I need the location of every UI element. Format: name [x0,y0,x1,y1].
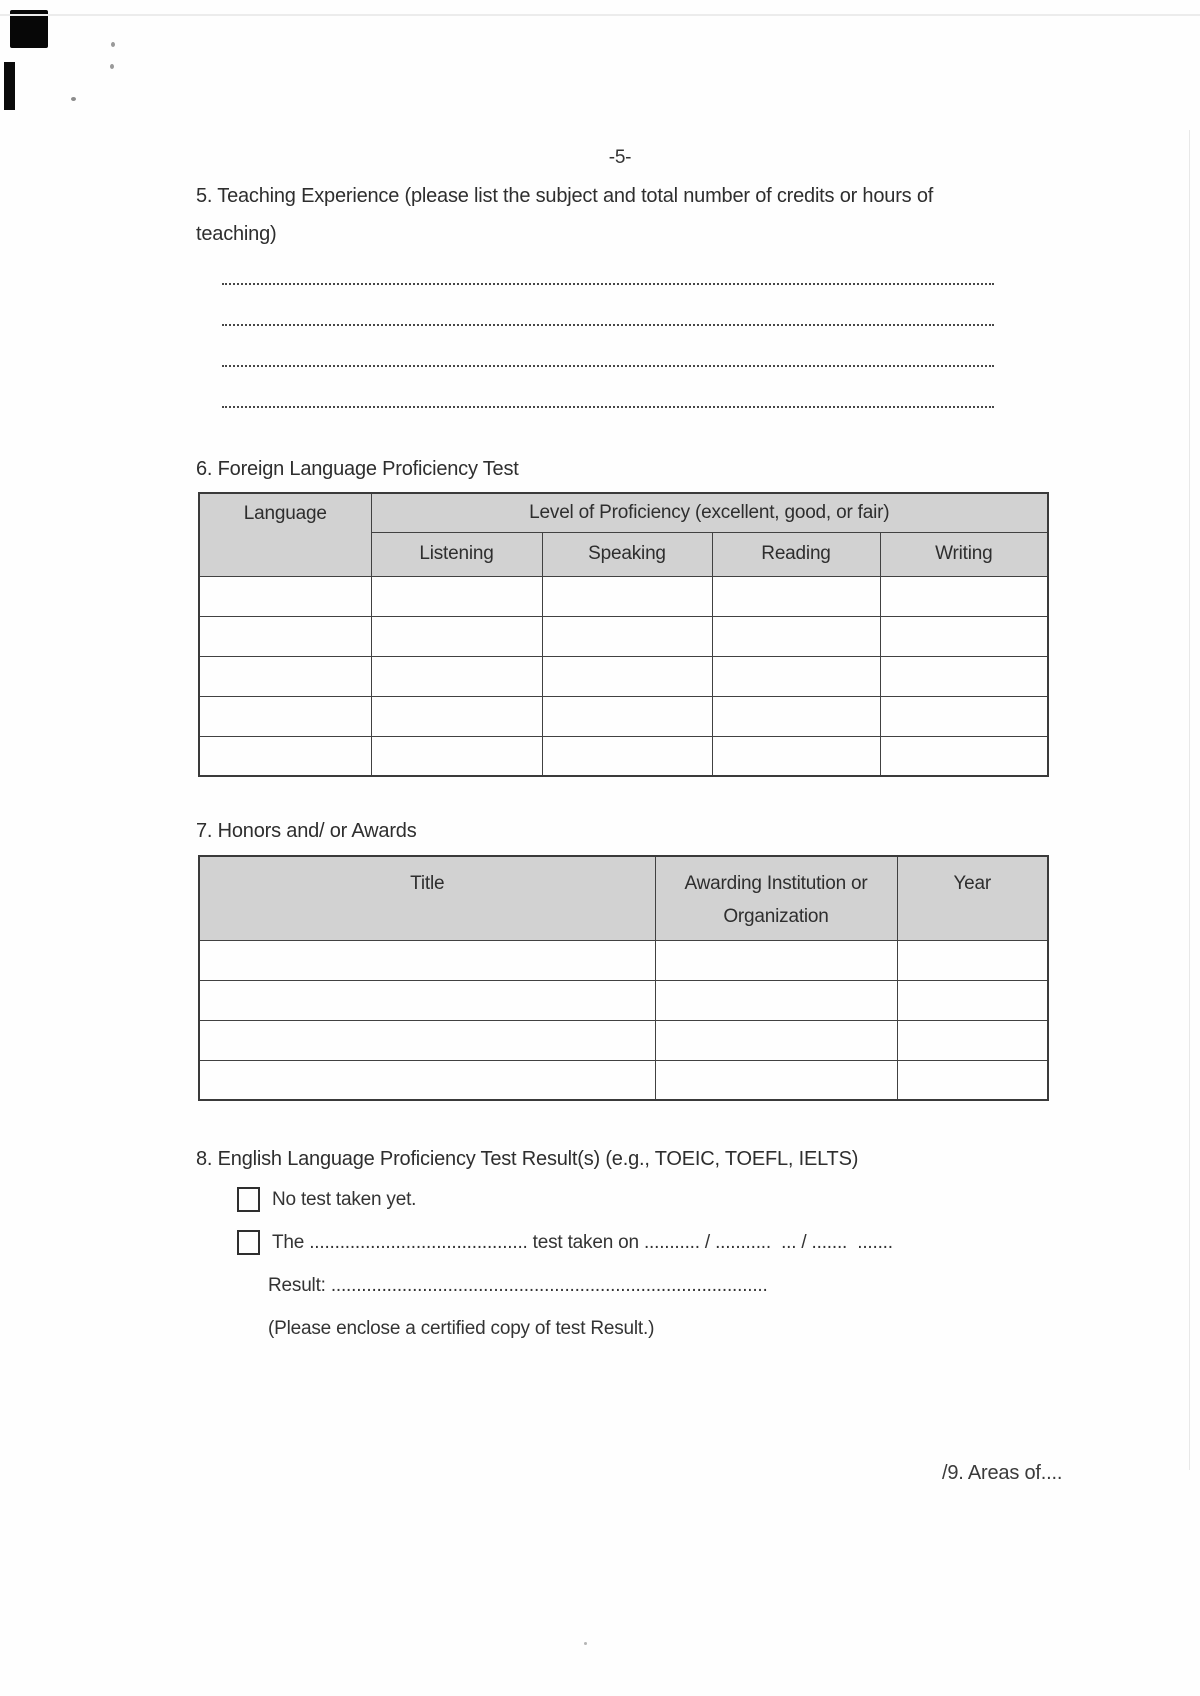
table-row [199,696,1048,736]
language-cell[interactable] [199,736,371,776]
blank-input-line[interactable] [222,367,994,408]
listening-cell[interactable] [371,736,542,776]
language-proficiency-table [198,492,1049,777]
speaking-column-header: Speaking [542,532,712,576]
scan-speck [584,1642,587,1645]
institution-column-header [655,856,897,940]
no-test-checkbox[interactable] [237,1187,260,1212]
blank-input-line[interactable] [222,326,994,367]
table-row [199,576,1048,616]
table-row [199,656,1048,696]
language-cell[interactable] [199,616,371,656]
title-cell[interactable] [199,1060,655,1100]
reading-cell[interactable] [712,656,880,696]
table-row [199,980,1048,1020]
section6-heading: 6. Foreign Language Proficiency Test [196,458,519,480]
continuation-note: /9. Areas of.... [942,1462,1063,1484]
speaking-cell[interactable] [542,576,712,616]
listening-cell[interactable] [371,696,542,736]
test-taken-checkbox[interactable] [237,1230,260,1255]
blank-input-line[interactable] [222,244,994,285]
section8-heading: 8. English Language Proficiency Test Result(s) (e.g., TOEIC, TOEFL, IELTS) [196,1148,859,1170]
scan-speck [110,64,114,69]
year-cell[interactable] [897,1060,1048,1100]
honors-awards-table [198,855,1049,1101]
writing-cell[interactable] [880,656,1048,696]
listening-cell[interactable] [371,656,542,696]
language-cell[interactable] [199,656,371,696]
reading-cell[interactable] [712,616,880,656]
writing-cell[interactable] [880,616,1048,656]
year-cell[interactable] [897,940,1048,980]
page-number: -5- [608,147,632,168]
reading-cell[interactable] [712,576,880,616]
section5-heading-line2: teaching) [196,223,277,245]
result-line: Result: ...................................................................................... [268,1275,768,1296]
table-row [199,736,1048,776]
table-row [199,1020,1048,1060]
reading-cell[interactable] [712,736,880,776]
scan-speck [111,42,115,47]
scan-speck [71,97,76,101]
scan-artifact-top-line [0,14,1200,16]
section5-heading-line1: 5. Teaching Experience (please list the subject and total number of credits or hours of [196,185,934,207]
table-row [199,1060,1048,1100]
language-column-header: Language [199,493,371,576]
institution-cell[interactable] [655,980,897,1020]
section5-blank-lines [222,244,994,408]
title-cell[interactable] [199,980,655,1020]
scan-artifact-edge-mark [4,62,15,110]
no-test-label: No test taken yet. [272,1189,417,1210]
institution-cell[interactable] [655,1020,897,1060]
speaking-cell[interactable] [542,656,712,696]
language-cell[interactable] [199,576,371,616]
reading-column-header: Reading [712,532,880,576]
speaking-cell[interactable] [542,696,712,736]
institution-cell[interactable] [655,1060,897,1100]
title-cell[interactable] [199,940,655,980]
section7-heading: 7. Honors and/ or Awards [196,820,417,842]
institution-header-line2: Organization [723,906,829,927]
writing-cell[interactable] [880,696,1048,736]
blank-input-line[interactable] [222,285,994,326]
writing-cell[interactable] [880,736,1048,776]
enclose-note: (Please enclose a certified copy of test Result.) [268,1318,655,1339]
table-header-row [199,493,1048,532]
writing-column-header: Writing [880,532,1048,576]
year-cell[interactable] [897,1020,1048,1060]
title-cell[interactable] [199,1020,655,1060]
reading-cell[interactable] [712,696,880,736]
year-column-header: Year [897,856,1048,940]
writing-cell[interactable] [880,576,1048,616]
listening-cell[interactable] [371,576,542,616]
no-test-option-row [237,1187,416,1212]
table-header-row [199,856,1048,940]
table-row [199,940,1048,980]
institution-header-line1: Awarding Institution or [684,873,868,894]
test-taken-option-row [237,1230,893,1255]
language-cell[interactable] [199,696,371,736]
speaking-cell[interactable] [542,616,712,656]
proficiency-span-header: Level of Proficiency (excellent, good, or fair) [371,493,1048,532]
listening-column-header: Listening [371,532,542,576]
test-taken-line: The ........................................... test taken on ........... / ........... ... / ....... ....... [272,1232,893,1253]
table-row [199,616,1048,656]
scan-artifact-right-line [1189,130,1190,1470]
listening-cell[interactable] [371,616,542,656]
year-cell[interactable] [897,980,1048,1020]
speaking-cell[interactable] [542,736,712,776]
title-column-header: Title [199,856,655,940]
institution-cell[interactable] [655,940,897,980]
